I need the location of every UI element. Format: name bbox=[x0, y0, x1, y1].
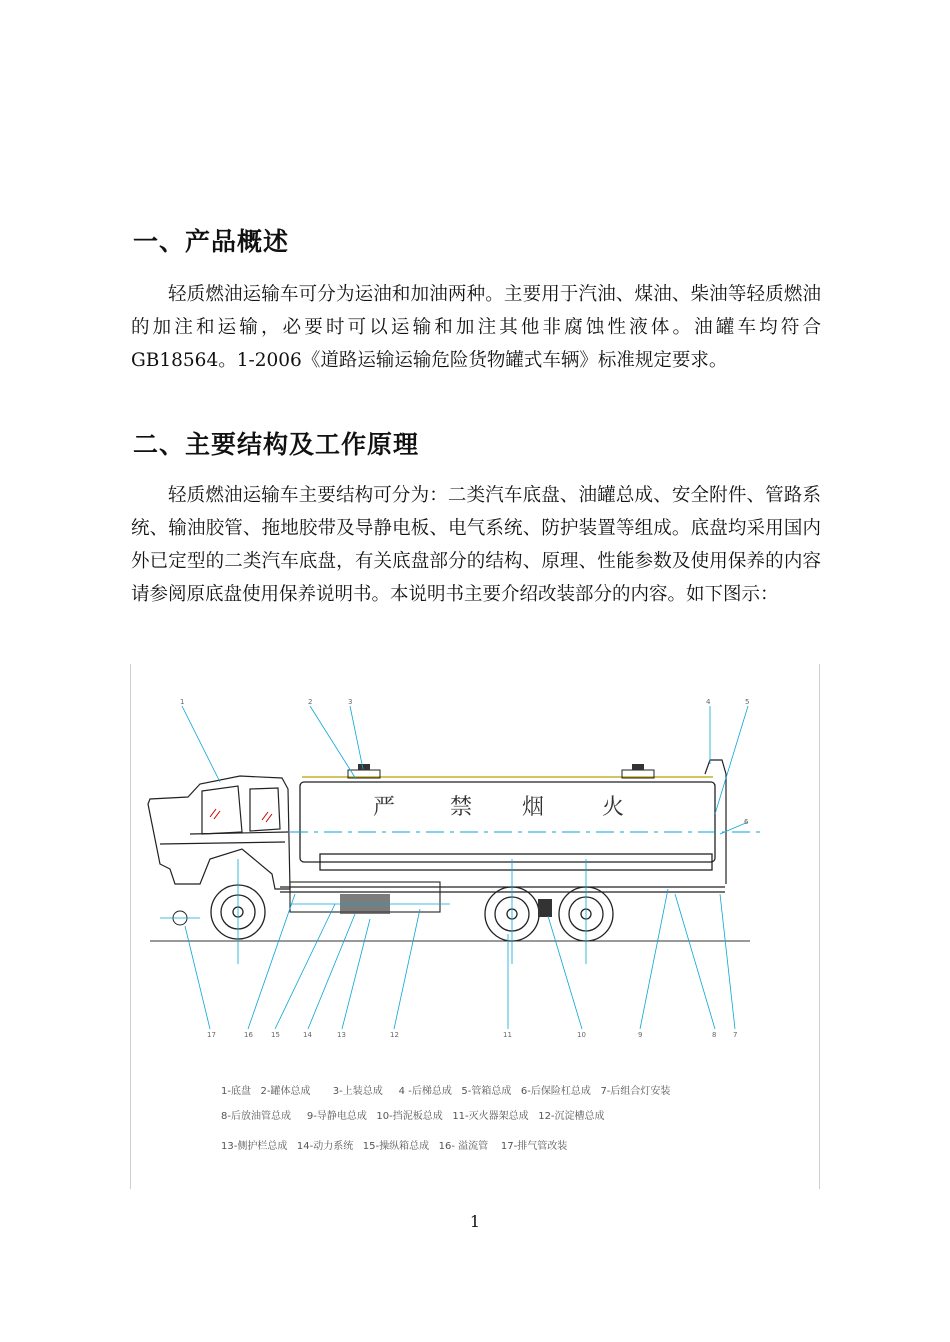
section2-paragraph: 轻质燃油运输车主要结构可分为：二类汽车底盘、油罐总成、安全附件、管路系统、输油胶管、拖地胶带及导静电板、电气系统、防护装置等组成。底盘均采用国内外已定型的二类汽车底盘，有关底盘部分的结构、原理、性能参数及使用保养的内容请参阅原底盘使用保养说明书。本说明书主要介绍改装部分的内容。如下图示： bbox=[131, 485, 821, 605]
callout-17: 17 bbox=[207, 1031, 216, 1039]
page-number: 1 bbox=[469, 1212, 481, 1231]
legend-item: 10-挡泥板总成 bbox=[376, 1111, 443, 1122]
callout-13: 13 bbox=[337, 1031, 346, 1039]
section2-title: 二、主要结构及工作原理 bbox=[133, 430, 420, 459]
tank-char-3: 烟 bbox=[522, 795, 545, 820]
legend-item: 13-侧护栏总成 bbox=[221, 1141, 288, 1152]
tank-body bbox=[280, 777, 725, 892]
legend-item: 1-底盘 bbox=[221, 1086, 251, 1097]
legend-item: 3-上装总成 bbox=[332, 1086, 383, 1097]
callout-6: 6 bbox=[744, 818, 749, 826]
callout-7: 7 bbox=[733, 1031, 738, 1039]
section1-title: 一、产品概述 bbox=[133, 227, 290, 256]
callout-8: 8 bbox=[712, 1031, 717, 1039]
legend-item: 5-管箱总成 bbox=[461, 1086, 512, 1097]
legend-item: 7-后组合灯安装 bbox=[600, 1086, 671, 1097]
legend-item: 16- 溢流管 bbox=[438, 1141, 489, 1152]
callout-1: 1 bbox=[180, 698, 185, 706]
tank-char-1: 严 bbox=[373, 795, 396, 820]
callout-3: 3 bbox=[348, 698, 353, 706]
callout-2: 2 bbox=[308, 698, 313, 706]
section1-paragraph: 轻质燃油运输车可分为运油和加油两种。主要用于汽油、煤油、柴油等轻质燃油的加注和运输，必要时可以运输和加注其他非腐蚀性液体。油罐车均符合GB18564。1-2006《道路运输运输危险货物罐式车辆》标准规定要求。 bbox=[131, 284, 821, 371]
legend-item: 2-罐体总成 bbox=[260, 1086, 311, 1097]
truck-cab bbox=[148, 776, 290, 889]
legend-item: 8-后放油管总成 bbox=[221, 1111, 291, 1122]
legend-item: 4 -后梯总成 bbox=[398, 1086, 452, 1097]
legend-row-3 bbox=[221, 1137, 567, 1152]
callout-5: 5 bbox=[745, 698, 750, 706]
legend-item: 15-操纵箱总成 bbox=[362, 1141, 430, 1152]
tank-char-2: 禁 bbox=[450, 795, 473, 820]
callout-11: 11 bbox=[503, 1031, 512, 1039]
legend-item: 6-后保险杠总成 bbox=[520, 1086, 591, 1097]
legend-item: 14-动力系统 bbox=[296, 1141, 354, 1152]
legend-item: 11-灭火器架总成 bbox=[452, 1111, 529, 1122]
legend-item: 12-沉淀槽总成 bbox=[538, 1111, 605, 1122]
callout-14: 14 bbox=[303, 1031, 312, 1039]
callout-16: 16 bbox=[244, 1031, 253, 1039]
callout-9: 9 bbox=[638, 1031, 643, 1039]
tank-char-4: 火 bbox=[602, 795, 625, 820]
legend-item: 17-排气管改装 bbox=[500, 1141, 568, 1152]
legend-row-2 bbox=[221, 1107, 605, 1122]
callout-4: 4 bbox=[706, 698, 711, 706]
callout-15: 15 bbox=[271, 1031, 280, 1039]
callout-10: 10 bbox=[577, 1031, 586, 1039]
legend-row-1 bbox=[221, 1082, 670, 1097]
tank-lettering bbox=[373, 795, 624, 820]
legend-item: 9-导静电总成 bbox=[306, 1111, 367, 1122]
callout-12: 12 bbox=[390, 1031, 399, 1039]
